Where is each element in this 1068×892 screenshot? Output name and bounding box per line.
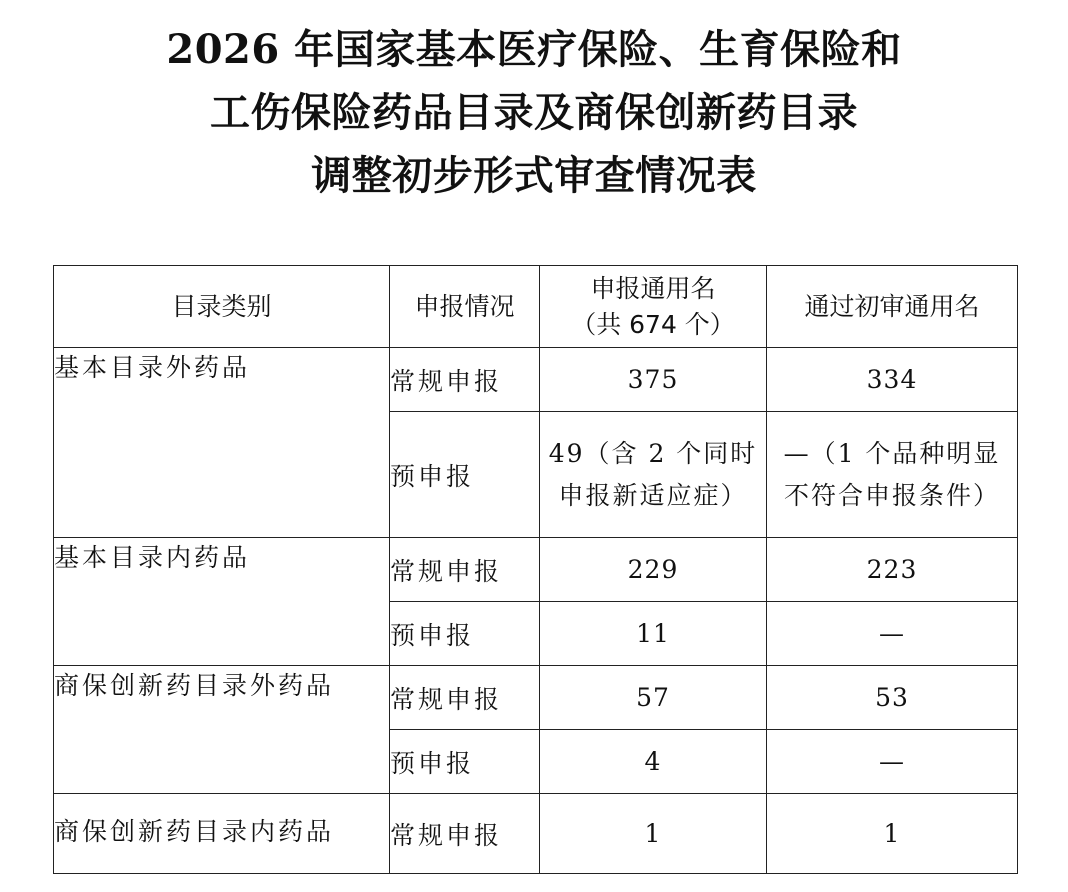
status-cell: 常规申报 — [390, 666, 540, 730]
table-row — [54, 666, 1018, 730]
header-status: 申报情况 — [390, 266, 540, 348]
table-row — [54, 348, 1018, 412]
declared-cell: 375 — [540, 348, 767, 412]
category-cell: 基本目录外药品 — [54, 348, 390, 538]
header-declared-line2: （共 674 个） — [571, 309, 735, 339]
passed-cell: 334 — [767, 348, 1018, 412]
document-title — [0, 18, 1068, 207]
header-row — [54, 266, 1018, 348]
category-cell: 商保创新药目录内药品 — [54, 794, 390, 874]
status-cell: 预申报 — [390, 730, 540, 794]
category-cell: 商保创新药目录外药品 — [54, 666, 390, 794]
title-line-3: 调整初步形式审查情况表 — [311, 152, 757, 199]
passed-cell: 223 — [767, 538, 1018, 602]
passed-cell — [767, 412, 1018, 538]
declared-cell: 1 — [540, 794, 767, 874]
title-line-1: 2026 年国家基本医疗保险、生育保险和 — [166, 26, 902, 73]
table-row — [54, 794, 1018, 874]
review-summary-table — [53, 265, 1018, 874]
declared-line1: 49（含 2 个同时 — [548, 438, 758, 468]
passed-cell: — — [767, 602, 1018, 666]
table-row — [54, 538, 1018, 602]
passed-cell: — — [767, 730, 1018, 794]
declared-line2: 申报新适应症） — [558, 480, 748, 510]
declared-cell — [540, 412, 767, 538]
header-category: 目录类别 — [54, 266, 390, 348]
passed-line1: —（1 个品种明显 — [783, 438, 1001, 468]
passed-line2: 不符合申报条件） — [783, 480, 1000, 510]
header-passed: 通过初审通用名 — [767, 266, 1018, 348]
declared-cell: 229 — [540, 538, 767, 602]
declared-cell: 57 — [540, 666, 767, 730]
status-cell: 常规申报 — [390, 538, 540, 602]
declared-cell: 4 — [540, 730, 767, 794]
passed-cell: 1 — [767, 794, 1018, 874]
status-cell: 常规申报 — [390, 348, 540, 412]
title-line-2: 工伤保险药品目录及商保创新药目录 — [210, 89, 858, 136]
status-cell: 预申报 — [390, 602, 540, 666]
status-cell: 预申报 — [390, 412, 540, 538]
passed-cell: 53 — [767, 666, 1018, 730]
category-cell: 基本目录内药品 — [54, 538, 390, 666]
header-declared-line1: 申报通用名 — [590, 273, 716, 303]
header-declared — [540, 266, 767, 348]
declared-cell: 11 — [540, 602, 767, 666]
status-cell: 常规申报 — [390, 794, 540, 874]
